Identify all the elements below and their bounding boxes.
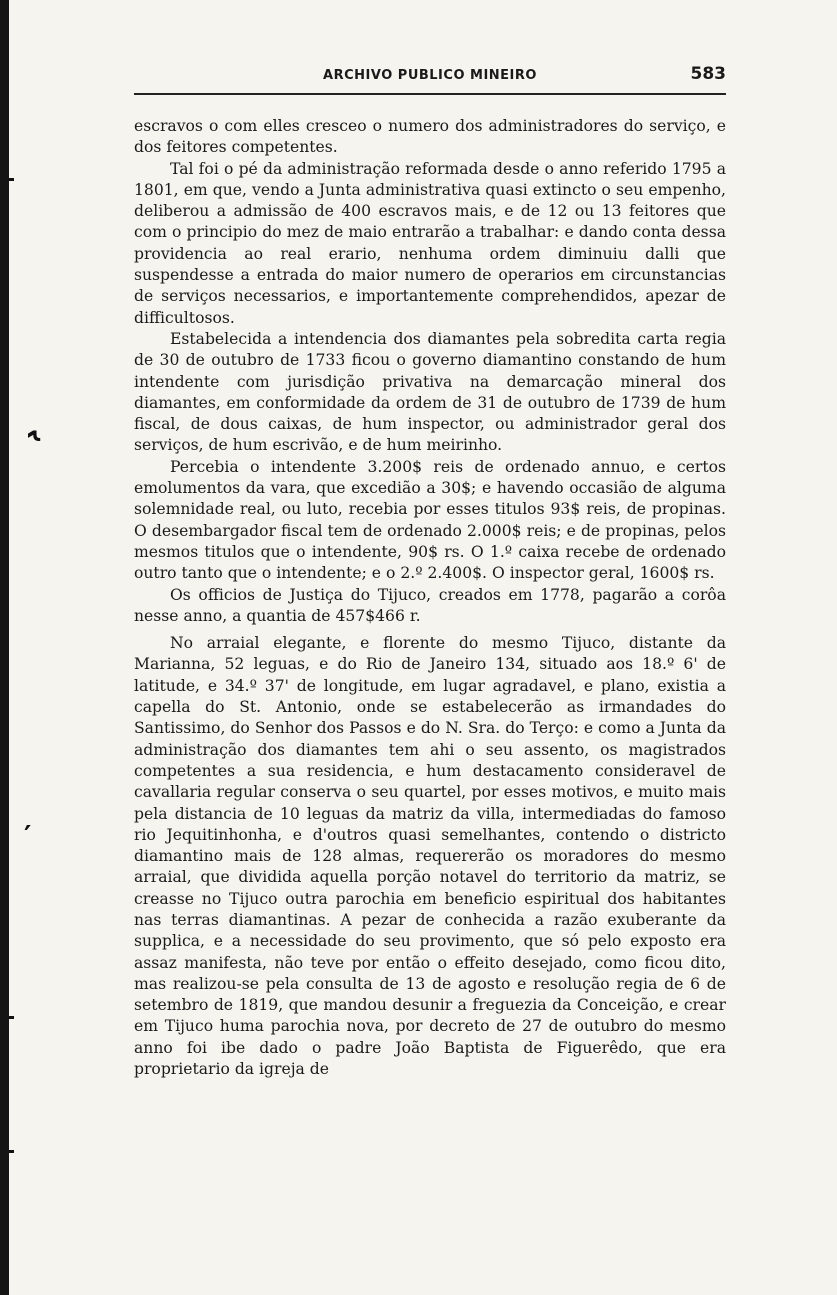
edge-tick	[9, 1016, 14, 1019]
running-title: ARCHIVO PUBLICO MINEIRO	[323, 68, 537, 83]
paragraph: Percebia o intendente 3.200$ reis de ordenado annuo, e certos emolumentos da vara, que excedião a 30$; e havendo occasião de alguma solemnidade real, ou luto, recebia por esses titulos 93$ reis, de propinas. O desembargador fiscal tem de ordenado 2.000$ reis; e de propinas, pelos mesmos titulos que o intendente, 90$ rs. O 1.º caixa recebe de ordenado outro tanto que o intendente; e o 2.º 2.400$. O inspector geral, 1600$ rs.	[134, 457, 726, 583]
paragraph: Estabelecida a intendencia dos diamantes pela sobredita carta regia de 30 de outubro de 1733 ficou o governo diamantino constando de hum intendente com jurisdição privativa na demarcação mineral dos diamantes, em conformidade da ordem de 31 de outubro de 1739 de hum fiscal, de dous caixas, de hum inspector, ou administrador geral dos serviços, de hum escrivão, e de hum meirinho.	[134, 329, 726, 455]
paragraph: Os officios de Justiça do Tijuco, creados em 1778, pagarão a corôa nesse anno, a quantia de 457$466 r.	[134, 585, 726, 625]
paragraph: Tal foi o pé da administração reformada desde o anno referido 1795 a 1801, em que, vendo a Junta administrativa quasi extincto o seu empenho, deliberou a admissão de 400 escravos mais, e de 12 ou 13 feitores que com o principio do mez de maio entrarão a trabalhar: e dando conta dessa providencia ao real erario, nenhuma ordem diminuiu dalli que suspendesse a entrada do maior numero de operarios em circunstancias de serviços necessarios, e importantemente comprehendidos, apezar de difficultosos.	[134, 159, 726, 327]
header-rule	[134, 93, 726, 95]
paragraph: escravos o com elles cresceo o numero dos administradores do serviço, e dos feitores competentes.	[134, 117, 726, 157]
page-header	[134, 64, 726, 88]
edge-tick	[9, 1150, 14, 1153]
page-number: 583	[690, 64, 726, 84]
page-body	[134, 116, 726, 1080]
paragraph: No arraial elegante, e florente do mesmo Tijuco, distante da Marianna, 52 leguas, e do Rio de Janeiro 134, situado aos 18.º 6' de latitude, e 34.º 37' de longitude, em lugar agradavel, e plano, existia a capella do St. Antonio, onde se estabelecerão as irmandades do Santissimo, do Senhor dos Passos e do N. Sra. do Terço: e como a Junta da administração dos diamantes tem ahi o seu assento, os magistrados competentes a sua residencia, e hum destacamento consideravel de cavallaria regular conserva o seu quartel, por esses motivos, e muito mais pela distancia de 10 leguas da matriz da villa, intermediadas do famoso rio Jequitinhonha, e d'outros quasi semelhantes, contendo o districto diamantino mais de 128 almas, requererão os moradores do mesmo arraial, que dividida aquella porção notavel do territorio da matriz, se creasse no Tijuco outra parochia em beneficio espiritual dos habitantes nas terras diamantinas. A pezar de conhecida a razão exuberante da supplica, e a necessidade do seu provimento, que só pelo exposto era assaz manifesta, não teve por então o effeito desejado, como ficou dito, mas realizou-se pela consulta de 13 de agosto e resolução regia de 6 de setembro de 1819, que mandou desunir a freguezia da Conceição, e crear em Tijuco huma parochia nova, por decreto de 27 de outubro do mesmo anno foi ibe dado o padre João Baptista de Figuerêdo, que era proprietario da igreja de	[134, 634, 726, 1079]
margin-mark: ′	[24, 819, 32, 852]
margin-mark: ˞	[28, 417, 40, 457]
left-page-edge	[0, 0, 9, 1295]
edge-tick	[9, 178, 14, 181]
